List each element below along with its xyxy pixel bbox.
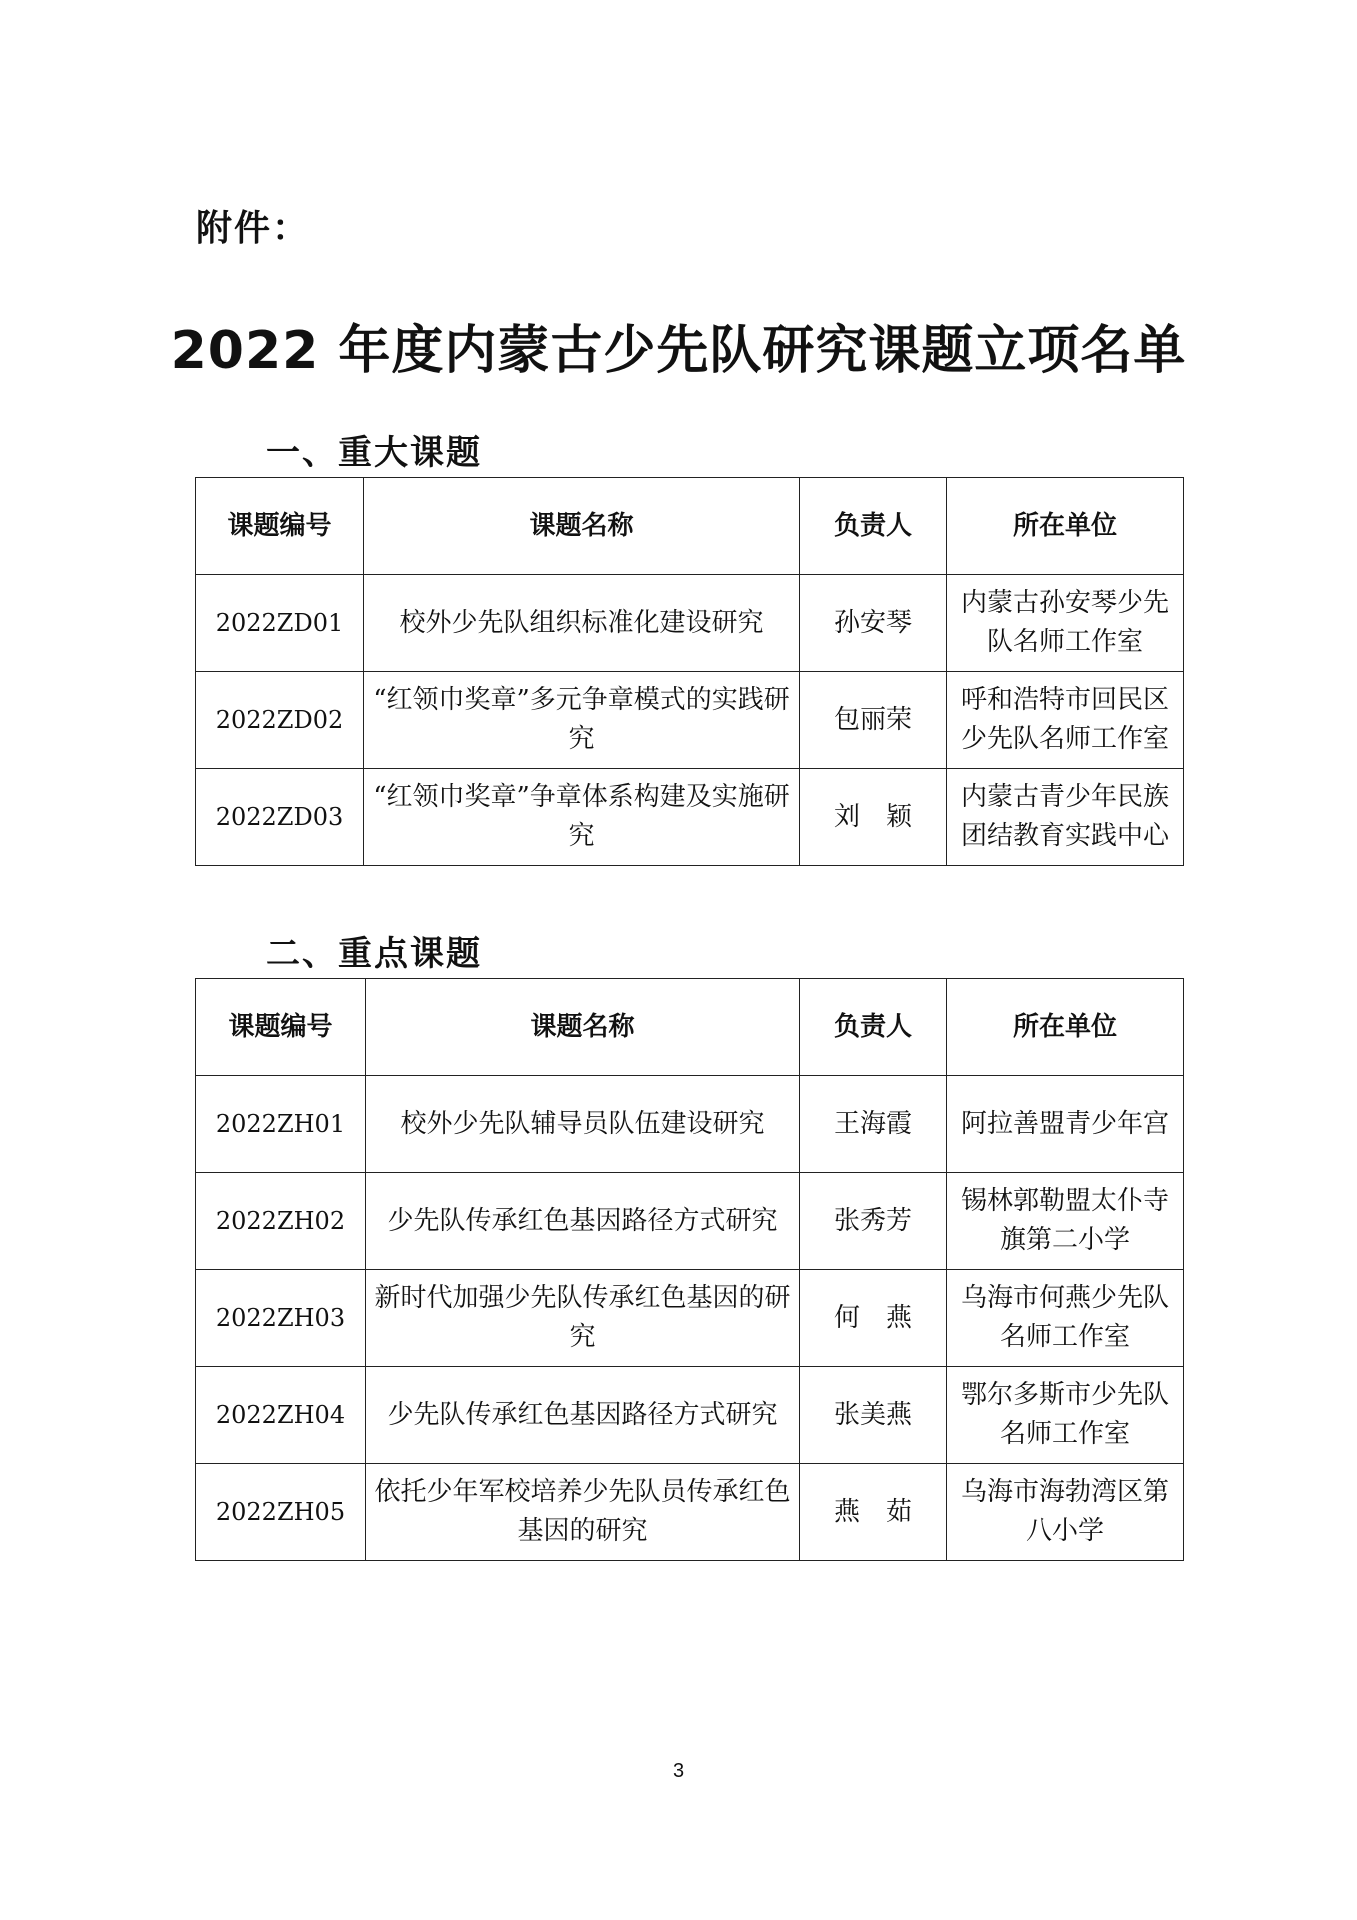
- topic-code: 2022ZD02: [196, 672, 364, 769]
- topic-leader: 燕 茹: [800, 1464, 947, 1561]
- topic-unit: 鄂尔多斯市少先队名师工作室: [947, 1367, 1184, 1464]
- topic-unit: 乌海市何燕少先队名师工作室: [947, 1270, 1184, 1367]
- table-row: [196, 1464, 1184, 1561]
- topic-unit: 内蒙古青少年民族团结教育实践中心: [947, 769, 1184, 866]
- column-header-code: 课题编号: [196, 979, 366, 1076]
- topic-unit: 呼和浩特市回民区少先队名师工作室: [947, 672, 1184, 769]
- topic-unit: 乌海市海勃湾区第八小学: [947, 1464, 1184, 1561]
- topic-leader: 何 燕: [800, 1270, 947, 1367]
- topic-name: “红领巾奖章”争章体系构建及实施研究: [364, 769, 800, 866]
- column-header-leader: 负责人: [800, 478, 947, 575]
- topic-name: 新时代加强少先队传承红色基因的研究: [366, 1270, 800, 1367]
- column-header-unit: 所在单位: [947, 979, 1184, 1076]
- column-header-leader: 负责人: [800, 979, 947, 1076]
- section-heading-major: 一、重大课题: [266, 433, 482, 473]
- column-header-name: 课题名称: [366, 979, 800, 1076]
- page-title: 2022 年度内蒙古少先队研究课题立项名单: [170, 321, 1187, 381]
- topic-leader: 包丽荣: [800, 672, 947, 769]
- topic-leader: 刘 颖: [800, 769, 947, 866]
- topic-code: 2022ZH04: [196, 1367, 366, 1464]
- topic-name: “红领巾奖章”多元争章模式的实践研究: [364, 672, 800, 769]
- column-header-code: 课题编号: [196, 478, 364, 575]
- column-header-name: 课题名称: [364, 478, 800, 575]
- table-row: [196, 575, 1184, 672]
- topic-unit: 锡林郭勒盟太仆寺旗第二小学: [947, 1173, 1184, 1270]
- topic-leader: 张秀芳: [800, 1173, 947, 1270]
- topic-code: 2022ZH05: [196, 1464, 366, 1561]
- topic-unit: 阿拉善盟青少年宫: [947, 1076, 1184, 1173]
- topic-name: 依托少年军校培养少先队员传承红色基因的研究: [366, 1464, 800, 1561]
- topic-name: 少先队传承红色基因路径方式研究: [366, 1367, 800, 1464]
- topic-code: 2022ZH03: [196, 1270, 366, 1367]
- topic-code: 2022ZD01: [196, 575, 364, 672]
- column-header-unit: 所在单位: [947, 478, 1184, 575]
- table-row: [196, 1270, 1184, 1367]
- table-row: [196, 1076, 1184, 1173]
- table-row: [196, 1367, 1184, 1464]
- topic-leader: 王海霞: [800, 1076, 947, 1173]
- table-header-row: [196, 979, 1184, 1076]
- topic-leader: 张美燕: [800, 1367, 947, 1464]
- topic-name: 校外少先队辅导员队伍建设研究: [366, 1076, 800, 1173]
- key-topics-table: [195, 978, 1184, 1561]
- topic-name: 校外少先队组织标准化建设研究: [364, 575, 800, 672]
- section-heading-key: 二、重点课题: [266, 934, 482, 974]
- topic-code: 2022ZH02: [196, 1173, 366, 1270]
- topic-code: 2022ZD03: [196, 769, 364, 866]
- page-number: 3: [672, 1760, 685, 1782]
- major-topics-table: [195, 477, 1184, 866]
- table-row: [196, 672, 1184, 769]
- topic-name: 少先队传承红色基因路径方式研究: [366, 1173, 800, 1270]
- table-row: [196, 1173, 1184, 1270]
- table-header-row: [196, 478, 1184, 575]
- topic-code: 2022ZH01: [196, 1076, 366, 1173]
- attachment-label: 附件：: [196, 208, 311, 249]
- table-row: [196, 769, 1184, 866]
- topic-unit: 内蒙古孙安琴少先队名师工作室: [947, 575, 1184, 672]
- topic-leader: 孙安琴: [800, 575, 947, 672]
